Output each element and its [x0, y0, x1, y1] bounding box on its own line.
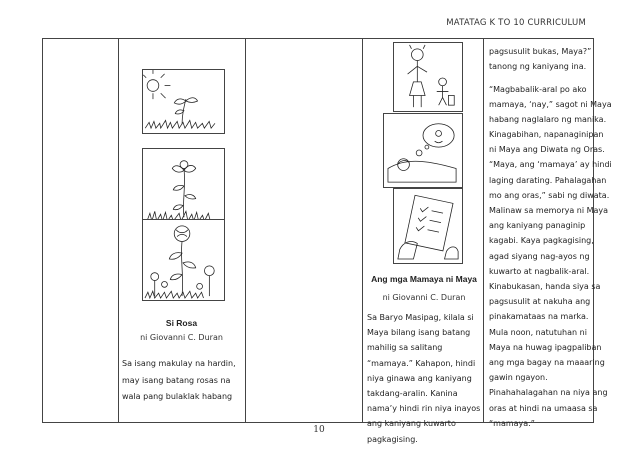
- rosa-blooming-garden-illustration: [142, 219, 225, 301]
- curriculum-header: MATATAG K TO 10 CURRICULUM: [446, 18, 586, 28]
- rosa-text-line: may isang batang rosas na: [122, 376, 231, 385]
- maya-intro-text-block: [367, 310, 482, 444]
- story-text-line: Kinagabihan, napanaginipan: [489, 130, 604, 139]
- story-text-line: pinakamataas na marka.: [489, 312, 589, 322]
- story-text-line: gawin ngayon.: [489, 373, 548, 383]
- story-text-line: oras at hindi na umaasa sa: [489, 403, 598, 413]
- story-text-line: laging darating. Pahalagahan: [489, 175, 607, 185]
- rosa-story-author: ni Giovanni C. Duran: [140, 333, 223, 342]
- maya-text-line: niya ginawa ang kaniyang: [367, 373, 472, 383]
- column-divider-2: [245, 38, 246, 423]
- paragraph-resolution: [489, 203, 608, 431]
- column-divider-4: [483, 38, 484, 423]
- story-text-line: kuwarto at nagbalik-aral.: [489, 266, 590, 276]
- paragraph-maya-reply: [489, 82, 612, 128]
- maya-story-author: ni Giovanni C. Duran: [382, 293, 466, 302]
- rosa-story-title: Si Rosa: [165, 318, 198, 328]
- column-divider-3: [362, 38, 363, 423]
- page-number: 10: [313, 425, 325, 435]
- story-text-line: “Maya, ang ‘mamaya’ ay hindi: [489, 160, 612, 170]
- story-text-line: ang kaniyang panaginip: [489, 221, 586, 231]
- story-text-line: Kinabukasan, handa siya sa: [489, 282, 601, 292]
- story-text-line: “Magbabalik-aral po ako: [489, 85, 587, 94]
- paragraph-fairy-of-time: [489, 127, 612, 203]
- rosa-text-line: Sa isang makulay na hardin,: [122, 359, 236, 368]
- story-text-line: kagabi. Kaya pagkagising,: [489, 236, 594, 246]
- story-text-line: Pinahahalagahan na niya ang: [489, 388, 608, 398]
- maya-test-paper-illustration: [393, 188, 463, 264]
- maya-text-line: nama’y hindi rin niya inayos: [367, 404, 481, 414]
- story-text-line: ang mga bagay na maaaring: [489, 358, 605, 368]
- maya-text-line: Sa Baryo Masipag, kilala si: [367, 313, 474, 322]
- story-text-line: “mamaya.”: [489, 418, 535, 428]
- maya-story-title: Ang mga Mamaya ni Maya: [371, 274, 477, 284]
- column-divider-1: [118, 38, 119, 423]
- maya-text-line: “mamaya.” Kahapon, hindi: [367, 358, 476, 368]
- story-text-line: tanong ng kaniyang ina.: [489, 62, 587, 72]
- maya-and-mother-illustration: [393, 42, 463, 112]
- maya-text-line: takdang-aralin. Kanina: [367, 389, 458, 399]
- maya-dreaming-illustration: [383, 113, 463, 188]
- story-text-line: Mula noon, natutuhan ni: [489, 327, 587, 337]
- maya-text-line: ang kaniyang kuwarto: [367, 419, 456, 429]
- story-text-line: pagsusulit at nakuha ang: [489, 297, 591, 307]
- story-text-line: mamaya, ‘nay,” sagot ni Maya: [489, 100, 612, 110]
- story-text-line: habang naglalaro ng manika.: [489, 115, 607, 125]
- rosa-growing-plant-illustration: [142, 148, 225, 225]
- paragraph-exam-question: [489, 44, 591, 74]
- rosa-sprout-sun-illustration: [142, 69, 225, 134]
- rosa-text-line: wala pang bulaklak habang: [122, 392, 233, 401]
- story-text-line: ni Maya ang Diwata ng Oras.: [489, 145, 605, 155]
- story-text-line: mo ang oras,” sabi ng diwata.: [489, 190, 610, 200]
- story-text-line: Maya na huwag ipagpaliban: [489, 342, 602, 352]
- maya-text-line: mahilig sa salitang: [367, 343, 443, 353]
- maya-text-line: Maya bilang isang batang: [367, 328, 471, 338]
- story-text-line: Malinaw sa memorya ni Maya: [489, 206, 609, 215]
- story-text-line: agad siyang nag-ayos ng: [489, 251, 590, 261]
- story-text-line: pagsusulit bukas, Maya?”: [489, 47, 592, 56]
- maya-text-line: pagkagising.: [367, 434, 418, 444]
